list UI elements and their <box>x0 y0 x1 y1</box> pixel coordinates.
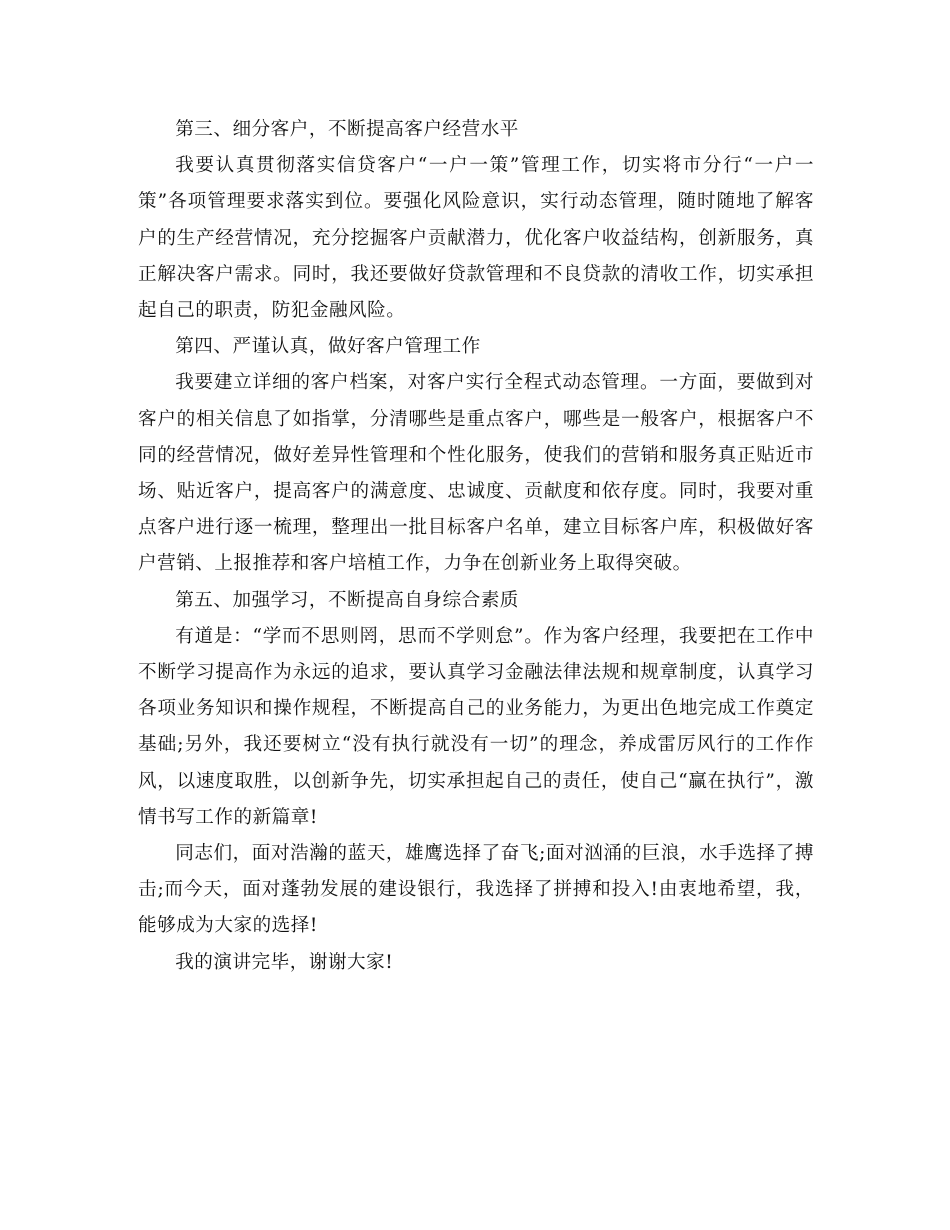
paragraph-customer-archive: 我要建立详细的客户档案，对客户实行全程式动态管理。一方面，要做到对客户的相关信息了如指掌，分清哪些是重点客户，哪些是一般客户，根据客户不同的经营情况，做好差异性管理和个性化服务，使我们的营销和服务真正贴近市场、贴近客户，提高客户的满意度、忠诚度、贡献度和依存度。同时，我要对重点客户进行逐一梳理，整理出一批目标客户名单，建立目标客户库，积极做好客户营销、上报推荐和客户培植工作，力争在创新业务上取得突破。 <box>138 372 814 575</box>
document-body <box>138 112 814 981</box>
paragraph-thanks: 我的演讲完毕，谢谢大家! <box>175 951 394 973</box>
paragraph-customer-policy: 我要认真贯彻落实信贷客户“一户一策”管理工作，切实将市分行“一户一策”各项管理要求落实到位。要强化风险意识，实行动态管理，随时随地了解客户的生产经营情况，充分挖掘客户贡献潜力，优化客户收益结构，创新服务，真正解决客户需求。同时，我还要做好贷款管理和不良贷款的清收工作，切实承担起自己的职责，防犯金融风险。 <box>138 155 814 322</box>
paragraph-learning: 有道是：“学而不思则罔，思而不学则怠”。作为客户经理，我要把在工作中不断学习提高作为永远的追求，要认真学习金融法律法规和规章制度，认真学习各项业务知识和操作规程，不断提高自己的业务能力，为更出色地完成工作奠定基础;另外，我还要树立“没有执行就没有一切”的理念，养成雷厉风行的工作作风，以速度取胜，以创新争先，切实承担起自己的责任，使自己“赢在执行”，激情书写工作的新篇章! <box>138 625 814 828</box>
section-heading-5: 第五、加强学习，不断提高自身综合素质 <box>175 589 519 611</box>
section-heading-4: 第四、严谨认真，做好客户管理工作 <box>175 336 481 358</box>
section-heading-3: 第三、细分客户，不断提高客户经营水平 <box>175 119 519 140</box>
paragraph-closing-appeal: 同志们，面对浩瀚的蓝天，雄鹰选择了奋飞;面对汹涌的巨浪，水手选择了搏击;而今天，面对蓬勃发展的建设银行，我选择了拼搏和投入!由衷地希望，我，能够成为大家的选择! <box>138 843 814 937</box>
